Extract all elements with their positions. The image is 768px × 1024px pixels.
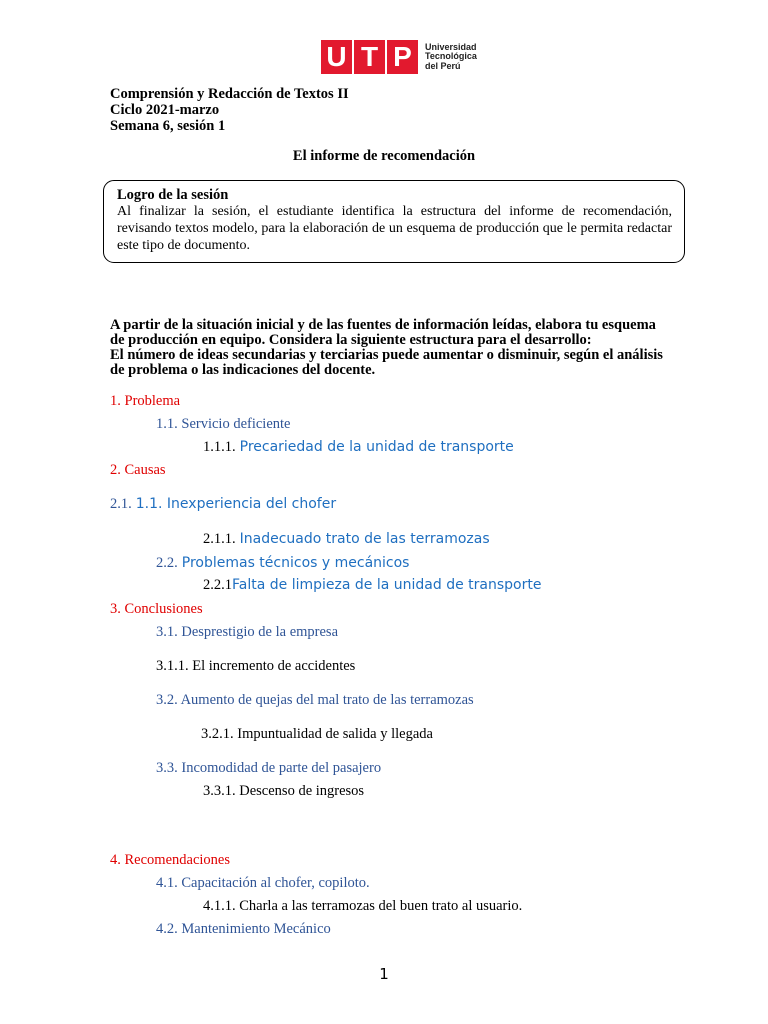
outline-number: 1.1.1. bbox=[203, 439, 236, 455]
page-number: 1 bbox=[379, 965, 389, 983]
logo-letter-t: T bbox=[354, 40, 385, 74]
outline-text: Inadecuado trato de las terramozas bbox=[239, 531, 490, 547]
outline-2-2-1 bbox=[203, 576, 541, 594]
instructions bbox=[110, 318, 670, 378]
logro-text: Al finalizar la sesión, el estudiante identifica la estructura del informe de recomendación, revisando textos modelo, para la elaboración de un esquema de producción que le permita redactar este tipo de documento. bbox=[117, 204, 672, 253]
course-name: Comprensión y Redacción de Textos II bbox=[110, 86, 349, 102]
outline-text: Precariedad de la unidad de transporte bbox=[239, 439, 514, 455]
session: Semana 6, sesión 1 bbox=[110, 118, 226, 134]
outline-4-1-1: 4.1.1. Charla a las terramozas del buen trato al usuario. bbox=[203, 898, 523, 914]
outline-1-1-1 bbox=[203, 438, 514, 456]
outline-4-2: 4.2. Mantenimiento Mecánico bbox=[156, 921, 331, 937]
outline-number: 2.1.1. bbox=[203, 531, 236, 547]
outline-3-2-1: 3.2.1. Impuntualidad de salida y llegada bbox=[201, 726, 433, 742]
outline-3-1-1: 3.1.1. El incremento de accidentes bbox=[156, 658, 356, 674]
logro-heading: Logro de la sesión bbox=[117, 187, 229, 203]
outline-text: Falta de limpieza de la unidad de transporte bbox=[232, 577, 542, 593]
logo-letter-u: U bbox=[321, 40, 352, 74]
outline-2-causas: 2. Causas bbox=[110, 462, 166, 478]
logo-wordmark: Universidad Tecnológica del Perú bbox=[425, 41, 477, 71]
utp-logo bbox=[321, 40, 477, 74]
outline-2-2 bbox=[156, 554, 409, 572]
outline-4-recomendaciones: 4. Recomendaciones bbox=[110, 852, 230, 868]
outline-number: 2.2. bbox=[156, 555, 178, 571]
outline-3-1: 3.1. Desprestigio de la empresa bbox=[156, 624, 339, 640]
outline-3-3-1: 3.3.1. Descenso de ingresos bbox=[203, 783, 365, 799]
outline-2-1-1 bbox=[203, 530, 490, 548]
logo-letter-p: P bbox=[387, 40, 418, 74]
instructions-line-1: A partir de la situación inicial y de las fuentes de información leídas, elabora tu esquema de producción en equipo. Considera la siguiente estructura para el desarrollo: bbox=[110, 317, 656, 348]
outline-4-1: 4.1. Capacitación al chofer, copiloto. bbox=[156, 875, 370, 891]
outline-1-problema: 1. Problema bbox=[110, 393, 181, 409]
instructions-line-2: El número de ideas secundarias y terciarias puede aumentar o disminuir, según el análisis de problema o las indicaciones del docente. bbox=[110, 347, 663, 378]
outline-text: 1.1. Inexperiencia del chofer bbox=[135, 496, 337, 512]
cycle: Ciclo 2021-marzo bbox=[110, 102, 220, 118]
outline-3-3: 3.3. Incomodidad de parte del pasajero bbox=[156, 760, 382, 776]
document-title: El informe de recomendación bbox=[292, 148, 476, 164]
outline-number: 2.2.1 bbox=[203, 577, 232, 593]
outline-2-1 bbox=[110, 495, 336, 513]
outline-number: 2.1. bbox=[110, 496, 132, 512]
outline-text: Problemas técnicos y mecánicos bbox=[181, 555, 410, 571]
outline-3-conclusiones: 3. Conclusiones bbox=[110, 601, 203, 617]
outline-3-2: 3.2. Aumento de quejas del mal trato de las terramozas bbox=[156, 692, 474, 708]
outline-1-1: 1.1. Servicio deficiente bbox=[156, 416, 291, 432]
